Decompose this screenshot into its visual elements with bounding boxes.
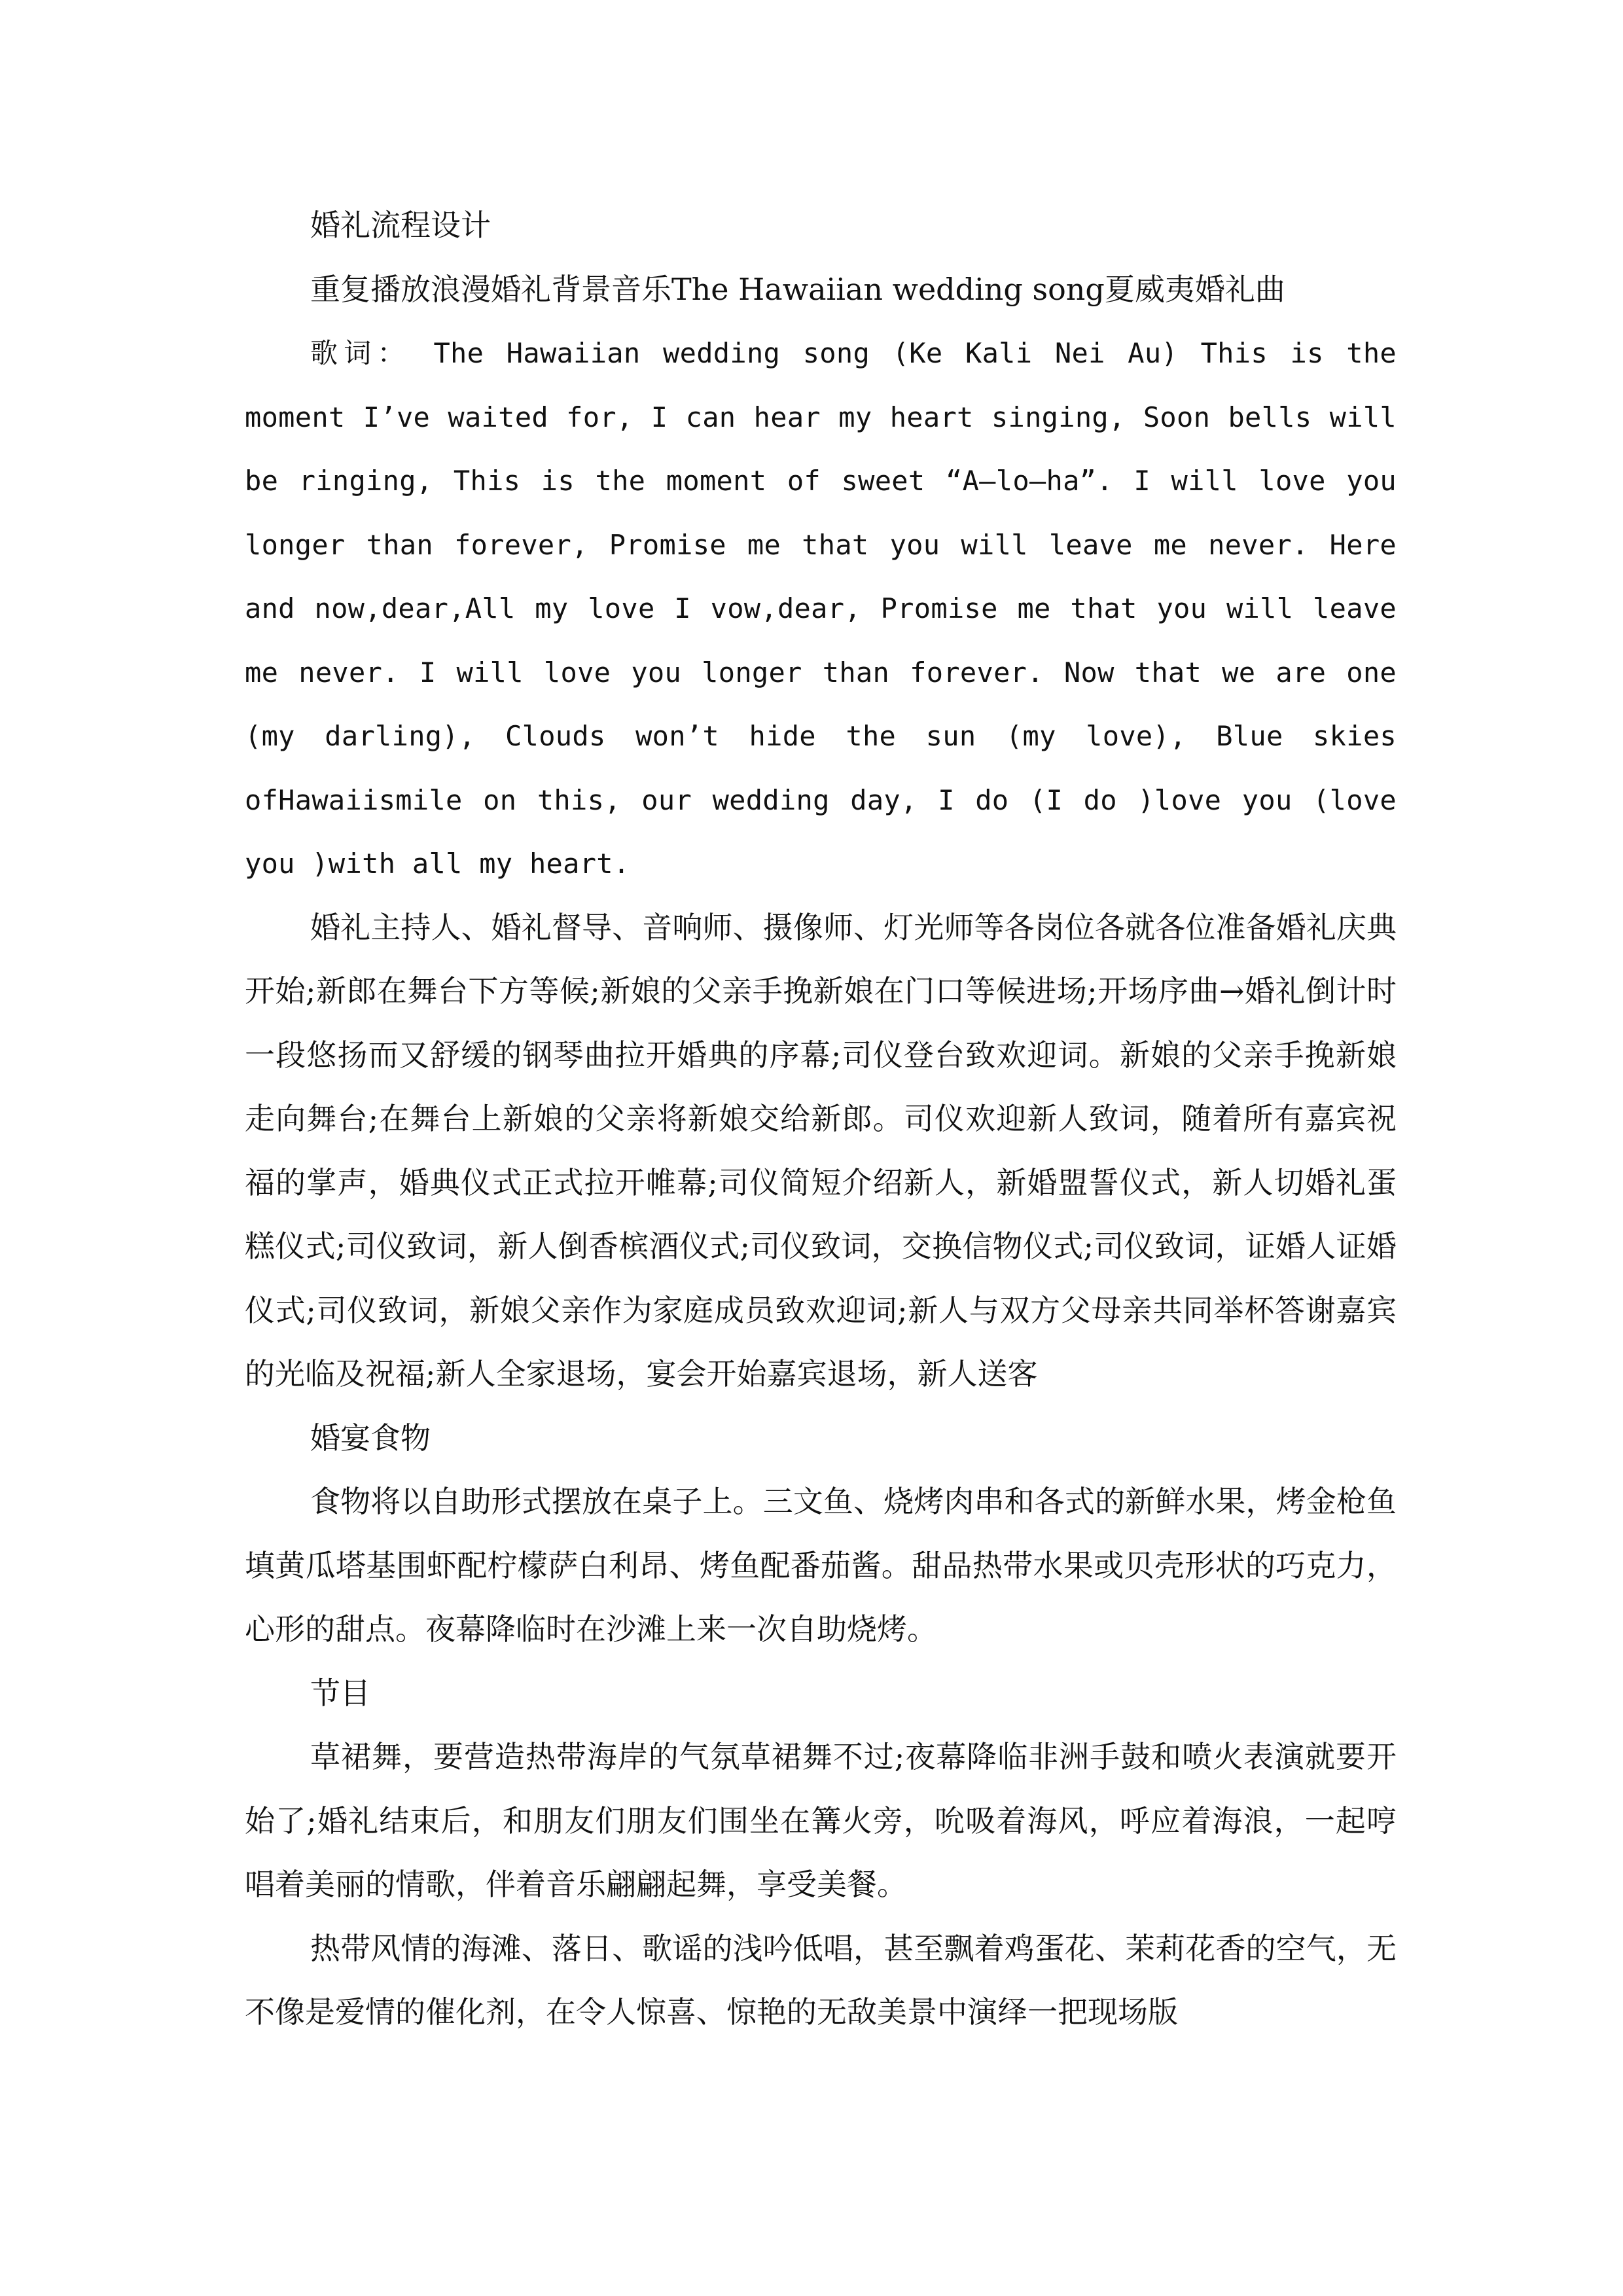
food-paragraph: 食物将以自助形式摆放在桌子上。三文鱼、烧烤肉串和各式的新鲜水果，烤金枪鱼填黄瓜塔基围虾配柠檬萨白利昂、烤鱼配番茄酱。甜品热带水果或贝壳形状的巧克力，心形的甜点。夜幕降临时在沙滩上来一次自助烧烤。 — [245, 1484, 1397, 1647]
document-title: 婚礼流程设计 — [310, 207, 491, 243]
program-heading: 节目 — [310, 1675, 370, 1711]
program-paragraph: 草裙舞，要营造热带海岸的气氛草裙舞不过;夜幕降临非洲手鼓和喷火表演就要开始了;婚礼结束后，和朋友们朋友们围坐在篝火旁，吮吸着海风，呼应着海浪，一起哼唱着美丽的情歌，伴着音乐翩翩起舞，享受美餐。 — [245, 1739, 1397, 1902]
lyrics-paragraph: 歌词： The Hawaiian wedding song (Ke Kali Nei Au) This is the moment I’ve waited for, I can hear my heart singing, Soon bells will be ringing, This is the moment of sweet “A—lo—ha”. I will love you longer than forever, Promise me that you will leave me never. Here and now,dear,All my love I vow,dear, Promise me that you will leave me never. I will love you longer than forever. Now that we are one (my darling), Clouds won’t hide the sun (my love), Blue skies ofHawaiismile on this, our wedding day, I do (I do )love you (love you )with all my heart. — [245, 337, 1397, 880]
document-body — [245, 194, 1397, 2045]
closing-paragraph: 热带风情的海滩、落日、歌谣的浅吟低唱，甚至飘着鸡蛋花、茉莉花香的空气，无不像是爱情的催化剂，在令人惊喜、惊艳的无敌美景中演绎一把现场版 — [245, 1930, 1397, 2030]
food-heading: 婚宴食物 — [310, 1420, 431, 1456]
ceremony-paragraph: 婚礼主持人、婚礼督导、音响师、摄像师、灯光师等各岗位各就各位准备婚礼庆典开始;新郎在舞台下方等候;新娘的父亲手挽新娘在门口等候进场;开场序曲→婚礼倒计时一段悠扬而又舒缓的钢琴曲拉开婚典的序幕;司仪登台致欢迎词。新娘的父亲手挽新娘走向舞台;在舞台上新娘的父亲将新娘交给新郎。司仪欢迎新人致词，随着所有嘉宾祝福的掌声，婚典仪式正式拉开帷幕;司仪简短介绍新人，新婚盟誓仪式，新人切婚礼蛋糕仪式;司仪致词，新人倒香槟酒仪式;司仪致词，交换信物仪式;司仪致词，证婚人证婚仪式;司仪致词，新娘父亲作为家庭成员致欢迎词;新人与双方父母亲共同举杯答谢嘉宾的光临及祝福;新人全家退场，宴会开始嘉宾退场，新人送客 — [245, 909, 1397, 1391]
music-line: 重复播放浪漫婚礼背景音乐The Hawaiian wedding song夏威夷婚礼曲 — [310, 271, 1285, 307]
